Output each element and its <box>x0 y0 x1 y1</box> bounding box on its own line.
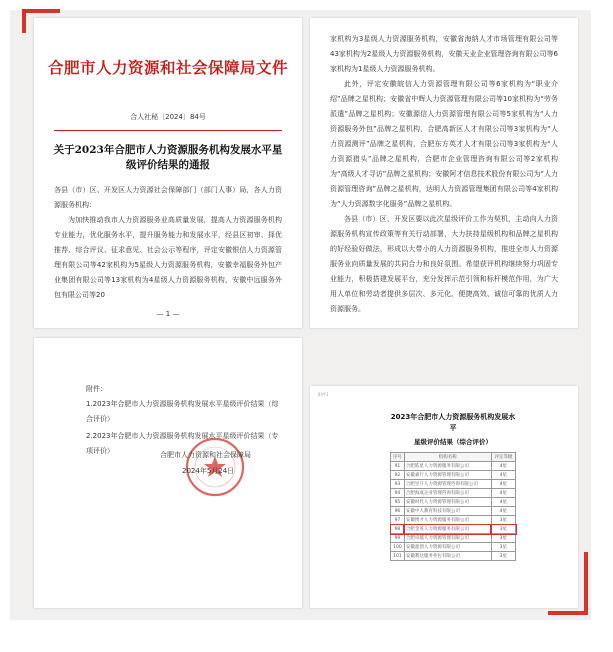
signer-line: 合肥市人力资源和社会保障局 <box>160 451 251 459</box>
row-index-cell: 94 <box>391 489 405 498</box>
document-header: 合肥市人力资源和社会保障局文件 <box>47 58 288 77</box>
table-row <box>391 534 516 543</box>
page-number: — 1 — <box>156 310 180 318</box>
addressee-line: 各县（市）区、开发区人力资源社会保障部门（部门人事）局，各人力资源服务机构： <box>54 186 282 209</box>
rating-cell: 4星 <box>491 462 515 471</box>
org-name-cell: 安徽利达服务外包有限公司 <box>404 552 491 561</box>
rating-cell: 3星 <box>491 534 515 543</box>
corner-bracket-top-left-vertical <box>22 9 26 33</box>
org-name-cell: 安徽博才人力资源服务有限公司 <box>404 516 491 525</box>
rating-cell: 4星 <box>491 507 515 516</box>
table-row <box>391 543 516 552</box>
row-index-cell: 93 <box>391 480 405 489</box>
body-paragraph: 此外，评定安徽皖信人力资源管理有限公司等6家机构为“职业介绍”品牌之星机构；安徽省中辉人力资源管理有限公司等10家机构为“劳务派遣”品牌之星机构；安徽源信人力资源管理有限公司等5家机构为“人力资源服务外包”品牌之星机构，合肥高新区人才有限公司等3家机构为“人力资源测评”品牌之星机构，合肥东方英才人才有限公司等3家机构为“人力资源猎头”品牌之星机构，合肥市企业管理咨询有限公司等2家机构为“高级人才寻访”品牌之星机构；安徽阿才信息技术股份有限公司为“人力资源管理咨询”品牌之星机构，达明人力资源管理集团有限公司等4家机构为“人力资源数字化服务”品牌之星机构。 <box>330 80 558 208</box>
table-row <box>391 516 516 525</box>
body-paragraph: 为加快推动我市人力资源服务业高质量发展，提高人力资源服务机构专业能力，优化服务水平，提升服务能力和发展水平，经县区初审、择优推荐、综合评议、征求意见、社会公示等程序，评定安徽银信人力资源管理有限公司等42家机构为5星级人力资源服务机构，安徽幸福服务外包产业集团有限公司等13家机构为4星级人力资源服务机构，安徽中远服务外包有限公司等20 <box>54 216 282 299</box>
table-row <box>391 471 516 480</box>
org-name-cell: 合肥海成企业管理咨询有限公司 <box>404 489 491 498</box>
rating-cell: 3星 <box>491 516 515 525</box>
document-page-4[interactable] <box>310 386 578 608</box>
org-name-cell: 合肥昱升人力资源管理咨询有限公司 <box>404 480 491 489</box>
row-index-cell: 95 <box>391 498 405 507</box>
notice-title: 关于2023年合肥市人力资源服务机构发展水平星级评价结果的通报 <box>53 144 283 171</box>
table-row <box>391 462 516 471</box>
org-name-cell: 合肥金英人力资源服务有限公司 <box>404 525 491 534</box>
issue-date: 2024年5月24日 <box>182 467 235 475</box>
corner-bracket-bottom-right-vertical <box>584 552 588 615</box>
table-subtitle: 星级评价结果（综合评价） <box>414 438 492 446</box>
rating-cell: 4星 <box>491 489 515 498</box>
attachment-item: 1.2023年合肥市人力资源服务机构发展水平星级评价结果（综合评价） <box>86 400 279 423</box>
table-title: 2023年合肥市人力资源服务机构发展水平 <box>390 413 516 432</box>
table-header-row <box>391 453 516 462</box>
row-index-cell: 101 <box>391 552 405 561</box>
table-row <box>391 525 516 534</box>
org-name-cell: 安徽嘉行人力资源管理有限公司 <box>404 471 491 480</box>
header-cell: 评定等级 <box>491 453 515 462</box>
document-page-3[interactable] <box>34 338 302 608</box>
rating-cell: 3星 <box>491 543 515 552</box>
org-name-cell: 安徽时代人力资源管理有限公司 <box>404 498 491 507</box>
org-name-cell: 合肥皓星人力资源服务有限公司 <box>404 462 491 471</box>
row-index-cell: 91 <box>391 462 405 471</box>
org-name-cell: 安徽中人教育科技有限公司 <box>404 507 491 516</box>
org-name-cell: 安徽盈创人力资源有限公司 <box>404 543 491 552</box>
org-name-cell: 合肥卓越人力资源管理有限公司 <box>404 534 491 543</box>
rating-table-block <box>390 412 516 561</box>
corner-bracket-top-left <box>22 9 60 13</box>
table-row <box>391 498 516 507</box>
row-index-cell: 100 <box>391 543 405 552</box>
header-divider <box>54 130 282 131</box>
table-row <box>391 480 516 489</box>
row-index-cell: 92 <box>391 471 405 480</box>
attachment-item: 2.2023年合肥市人力资源服务机构发展水平星级评价结果（专项评价） <box>86 432 279 455</box>
corner-bracket-bottom-right <box>548 611 588 615</box>
row-index-cell: 97 <box>391 516 405 525</box>
row-index-cell: 96 <box>391 507 405 516</box>
body-paragraph: 家机构为3星级人力资源服务机构，安徽省海纳人才市场管理有限公司等43家机构为2星级人力资源服务机构，安徽天业企业管理咨询有限公司等6家机构为1星级人力资源服务机构。 <box>330 35 558 73</box>
row-index-cell: 98 <box>391 525 405 534</box>
table-row <box>391 489 516 498</box>
document-page-2[interactable] <box>310 18 578 328</box>
header-cell: 序号 <box>391 453 405 462</box>
document-page-1[interactable] <box>34 18 302 328</box>
rating-cell: 3星 <box>491 525 515 534</box>
table-row <box>391 507 516 516</box>
attachments-label: 附件： <box>86 385 107 393</box>
table-row <box>391 552 516 561</box>
rating-cell: 4星 <box>491 480 515 489</box>
header-cell: 机构名称 <box>404 453 491 462</box>
attachment-corner-note: 附件1 <box>318 392 329 397</box>
row-index-cell: 99 <box>391 534 405 543</box>
body-paragraph: 各县（市）区、开发区要以此次星级评价工作为契机，主动向人力资源服务机构宣传政策等有关行动部署，大力扶持星级机构和品牌之星机构的好经验好做法，形成以大带小的人力资源服务机构，推进全市人力资源服务业向质量发展的共同合力和良好氛围。希望获评机构继续努力巩固专业能力，积极搭建发展平台，充分发挥示范引领和标杆模范作用，为广大用人单位和劳动者提供多层次、多元化、便捷高效、诚信可靠的优质人力资源服务。 <box>330 215 558 313</box>
document-number: 合人社秘〔2024〕84号 <box>130 113 206 121</box>
rating-table <box>390 452 516 561</box>
rating-cell: 4星 <box>491 498 515 507</box>
rating-cell: 4星 <box>491 471 515 480</box>
rating-cell: 3星 <box>491 552 515 561</box>
